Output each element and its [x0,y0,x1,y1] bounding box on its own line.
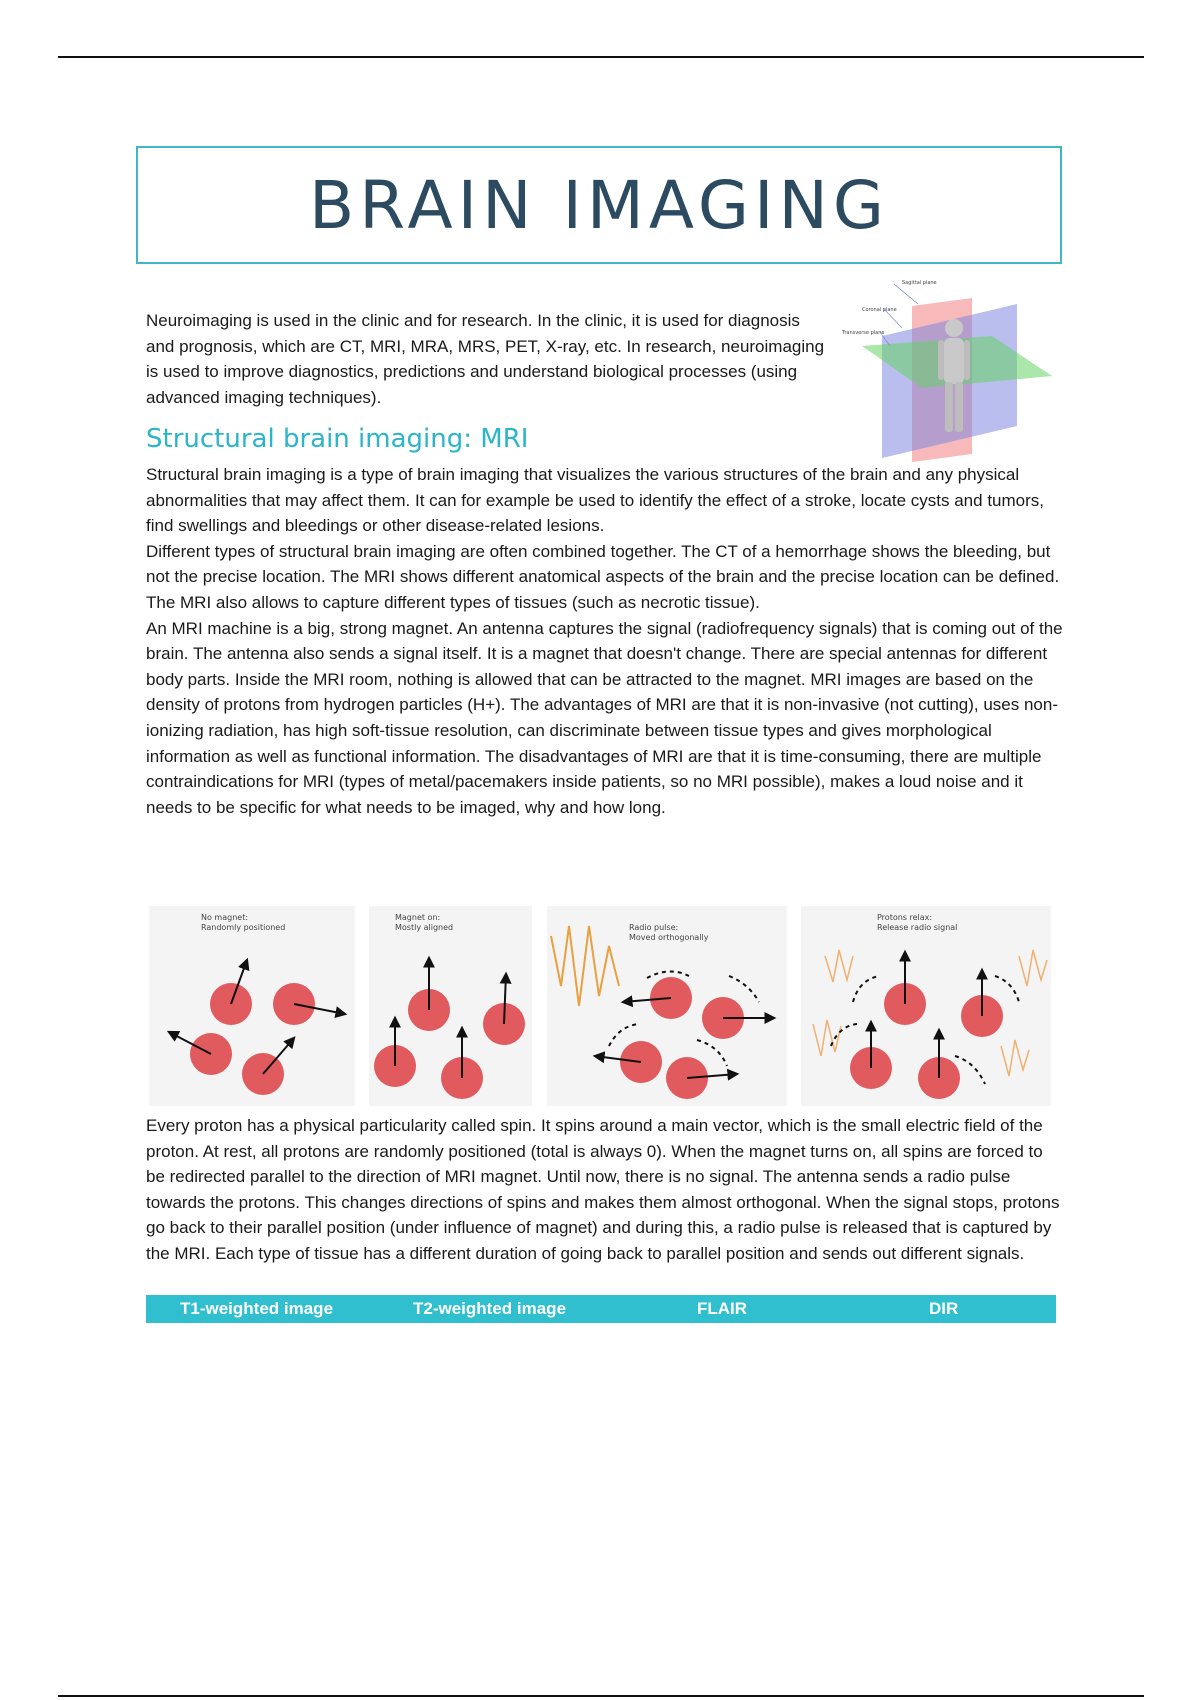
panel-3-line2: Moved orthogonally [629,933,709,942]
intro-paragraph: Neuroimaging is used in the clinic and for research. In the clinic, it is used for diagnosis and prognosis, which are CT, MRI, MRA, MRS, PET, X-ray, etc. In research, neuroimaging is used to improve diagnostics, predictions and understand biological processes (using advanced imaging techniques). [146,311,825,407]
table-header-row [146,1295,1056,1323]
panel-1-line1: No magnet: [201,913,249,922]
header-dir: DIR [929,1299,959,1318]
panel-1-line2: Randomly positioned [201,923,286,932]
panel-2-line1: Magnet on: [395,913,441,922]
panel-magnet-on [369,906,532,1106]
proton-spin-figure [149,906,1051,1106]
header-t2: T2-weighted image [413,1299,567,1318]
body-text [146,462,1066,820]
label-transverse: Transverse plane [842,330,885,336]
anatomical-planes-figure [842,276,1060,462]
panel-protons-relax [801,906,1051,1106]
paragraph-combined: Different types of structural brain imaging are often combined together. The CT of a hemorrhage shows the bleeding, but not the precise location. The MRI shows different anatomical aspects of the brain and the precise location can be defined. The MRI also allows to capture different types of tissues (such as necrotic tissue). [146,541,1060,612]
spin-paragraph: Every proton has a physical particularity called spin. It spins around a main vector, which is the small electric field of the proton. At rest, all protons are randomly positioned (total is always 0). When the magnet turns on, all spins are forced to be redirected parallel to the direction of MRI magnet. Until now, there is no signal. The antenna sends a radio pulse towards the protons. This changes directions of spins and makes them almost orthogonal. When the signal stops, protons go back to their parallel position (under influence of magnet) and during this, a radio pulse is released that is captured by the MRI. Each type of tissue has a different duration of going back to parallel position and sends out different signals. [146,1116,1060,1263]
label-sagittal: Sagittal plane [902,280,937,286]
paragraph-mri-machine: An MRI machine is a big, strong magnet. An antenna captures the signal (radiofrequency signals) that is coming out of the brain. The antenna also sends a signal itself. It is a magnet that doesn't change. There are special antennas for different body parts. Inside the MRI room, nothing is allowed that can be attracted to the magnet. MRI images are based on the density of protons from hydrogen particles (H+). The advantages of MRI are that it is non-invasive (not cutting), uses non-ionizing radiation, has high soft-tissue resolution, can discriminate between tissue types and gives morphological information as well as functional information. The disadvantages of MRI are that it is time-consuming, there are multiple contraindications for MRI (types of metal/pacemakers inside patients, so no MRI possible), makes a loud noise and it needs to be specific for what needs to be imaged, why and how long. [146,618,1063,817]
top-rule [58,56,1144,58]
header-t1: T1-weighted image [180,1299,334,1318]
panel-3-line1: Radio pulse: [629,923,679,932]
panel-radio-pulse [547,906,787,1106]
bottom-rule [58,1695,1144,1697]
panel-no-magnet [149,906,355,1106]
label-coronal: Coronal plane [862,307,897,313]
header-flair: FLAIR [697,1299,748,1318]
panel-4-line2: Release radio signal [877,923,958,932]
panel-4-line1: Protons relax: [877,913,933,922]
section-heading: Structural brain imaging: MRI [146,424,529,454]
paragraph-structural: Structural brain imaging is a type of brain imaging that visualizes the various structures of the brain and any physical abnormalities that may affect them. It can for example be used to identify the effect of a stroke, locate cysts and tumors, find swellings and bleedings or other disease-related lesions. [146,465,1044,536]
document-title: BRAIN IMAGING [309,166,889,244]
panel-2-line2: Mostly aligned [395,923,454,932]
title-box [136,146,1062,264]
